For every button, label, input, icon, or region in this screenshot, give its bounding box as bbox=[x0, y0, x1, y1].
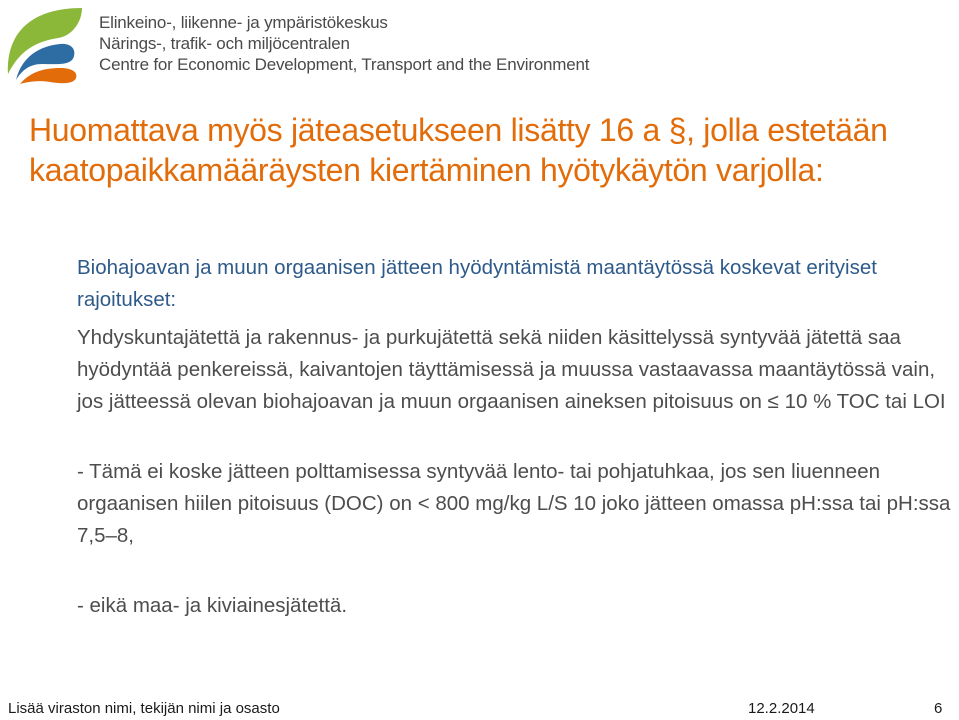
footer-date: 12.2.2014 bbox=[748, 700, 815, 717]
org-name-english: Centre for Economic Development, Transport and the Environment bbox=[99, 55, 590, 74]
slide-number: 6 bbox=[934, 700, 943, 717]
content-heading: Biohajoavan ja muun orgaanisen jätteen hyödyntämistä maantäytössä koskevat erityiset rajoitukset: bbox=[77, 256, 877, 311]
paragraph-restriction: Yhdyskuntajätettä ja rakennus- ja purkujätettä sekä niiden käsittelyssä syntyvää jätettä saa hyödyntää penkereissä, kaivantojen täyttämisessä ja muussa vastaavassa maantäytössä vain, jos jätteessä olevan biohajoavan ja muun orgaanisen aineksen pitoisuus on ≤ 10 % TOC tai LOI bbox=[77, 326, 946, 413]
logo-orange-leaf bbox=[20, 68, 76, 84]
paragraph-soil-exception: - eikä maa- ja kiviainesjätettä. bbox=[77, 594, 348, 617]
org-name-swedish: Närings-, trafik- och miljöcentralen bbox=[99, 34, 350, 53]
slide-title: Huomattava myös jäteasetukseen lisätty 16 a §, jolla estetään kaatopaikkamääräysten kiertäminen hyötykäytön varjolla: bbox=[29, 112, 888, 188]
slide-content bbox=[77, 252, 959, 622]
footer-author: Lisää viraston nimi, tekijän nimi ja osasto bbox=[8, 700, 280, 717]
logo-green-leaf bbox=[8, 8, 82, 74]
ely-logo bbox=[2, 2, 88, 88]
org-name-finnish: Elinkeino-, liikenne- ja ympäristökeskus bbox=[99, 13, 388, 32]
paragraph-ash-exception: - Tämä ei koske jätteen polttamisessa syntyvää lento- tai pohjatuhkaa, jos sen liuenneen orgaanisen hiilen pitoisuus (DOC) on < 800 mg/kg L/S 10 joko jätteen omassa pH:ssa tai pH:ssa 7,5–8, bbox=[77, 460, 951, 547]
organization-name bbox=[99, 12, 589, 75]
